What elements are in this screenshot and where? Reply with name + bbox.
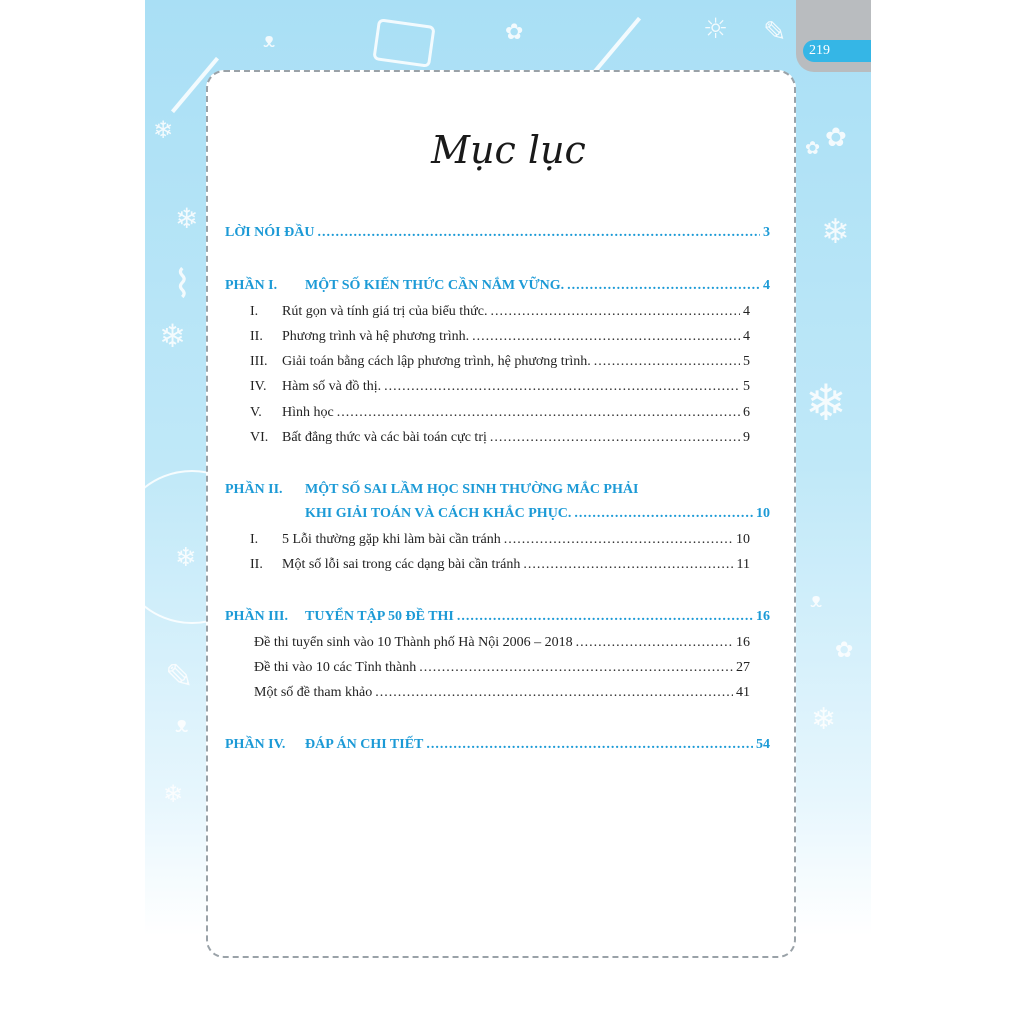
toc-leader [457, 609, 753, 625]
toc-label: TUYỂN TẬP 50 ĐỀ THI [305, 609, 454, 624]
toc-page: 16 [736, 635, 750, 650]
toc-label: ĐÁP ÁN CHI TIẾT [305, 737, 424, 752]
toc-subentry[interactable] [250, 304, 750, 320]
butterfly-icon: ᴥ [810, 588, 823, 612]
toc-subentry[interactable] [250, 405, 750, 421]
snowflake-icon: ❄ [811, 702, 837, 737]
toc-leader [594, 354, 740, 370]
toc-page: 9 [743, 430, 750, 445]
lightbulb-icon: ☼ [703, 12, 729, 45]
toc-leader [375, 685, 733, 701]
toc-label: Rút gọn và tính giá trị của biểu thức. [282, 304, 488, 319]
toc-leader [504, 532, 733, 548]
snowflake-icon: ❄ [159, 317, 186, 355]
leaf-icon: ✿ [835, 638, 854, 663]
toc-leader [472, 329, 740, 345]
toc-num: II. [250, 329, 263, 344]
toc-subentry[interactable] [254, 685, 750, 701]
pencil-icon: ✎ [165, 657, 194, 697]
leaf-icon: ✿ [825, 123, 847, 153]
toc-page: 4 [743, 329, 750, 344]
toc-leader [523, 557, 733, 573]
butterfly-icon: ᴥ [175, 713, 189, 738]
briefcase-icon [372, 18, 435, 68]
toc-subentry[interactable] [250, 354, 750, 370]
snowflake-icon: ❄ [163, 780, 184, 808]
toc-leader [419, 660, 733, 676]
toc-page: 10 [736, 532, 750, 547]
toc-num: VI. [250, 430, 269, 445]
toc-label: Đề thi vào 10 các Tỉnh thành [254, 660, 417, 675]
snowflake-icon: ❄ [175, 202, 199, 235]
toc-page: 4 [763, 278, 770, 293]
snowflake-icon: ❄ [175, 543, 197, 573]
toc-leader [384, 379, 740, 395]
toc-page: 10 [756, 506, 770, 521]
snowflake-icon: ❄ [805, 374, 847, 432]
toc-entry-part1[interactable] [225, 278, 770, 294]
toc-page: 16 [756, 609, 770, 624]
toc-entry-part2-line2[interactable] [305, 506, 770, 522]
toc-label: Hàm số và đồ thị. [282, 379, 382, 394]
toc-label: MỘT SỐ KIẾN THỨC CẦN NẮM VỮNG. [305, 278, 565, 293]
toc-leader [567, 278, 760, 294]
compass-icon [593, 17, 641, 73]
toc-part-code: PHẦN III. [225, 609, 289, 624]
pencil-icon: ✎ [763, 15, 787, 48]
toc-entry-part3[interactable] [225, 609, 770, 625]
toc-page: 4 [743, 304, 750, 319]
snowflake-icon: ❄ [153, 116, 174, 144]
toc-page: 41 [736, 685, 750, 700]
toc-entry-part4[interactable] [225, 737, 770, 753]
toc-label: MỘT SỐ SAI LẦM HỌC SINH THƯỜNG MẮC PHẢI [305, 482, 639, 497]
toc-subentry[interactable] [254, 635, 750, 651]
toc-subentry[interactable] [254, 660, 750, 676]
toc-page: 6 [743, 405, 750, 420]
toc-label: Đề thi tuyển sinh vào 10 Thành phố Hà Nội 2006 – 2018 [254, 635, 573, 650]
toc-label: LỜI NÓI ĐẦU [225, 225, 315, 240]
toc-leader [426, 737, 753, 753]
toc-page: 3 [763, 225, 770, 240]
toc-subentry[interactable] [250, 430, 750, 446]
toc-num: II. [250, 557, 263, 572]
toc-label: 5 Lỗi thường gặp khi làm bài cần tránh [282, 532, 501, 547]
toc-leader [337, 405, 740, 421]
paperclip-icon: ⌇ [173, 262, 192, 306]
toc-subentry[interactable] [250, 329, 750, 345]
leaf-icon: ✿ [505, 20, 524, 45]
toc-num: I. [250, 532, 259, 547]
page-number-bar [803, 40, 871, 62]
butterfly-icon: ᴥ [263, 28, 276, 52]
toc-num: III. [250, 354, 268, 369]
toc-subentry[interactable] [250, 532, 750, 548]
page-title: Mục lục [431, 128, 586, 172]
toc-leader [490, 430, 740, 446]
toc-page: 11 [736, 557, 750, 572]
toc-subentry[interactable] [250, 379, 750, 395]
toc-num: I. [250, 304, 259, 319]
toc-num: V. [250, 405, 262, 420]
toc-page: 5 [743, 354, 750, 369]
toc-leader [491, 304, 741, 320]
page-number: 219 [809, 43, 830, 58]
toc-leader [576, 635, 733, 651]
toc-part-code: PHẦN I. [225, 278, 278, 293]
toc-page: 5 [743, 379, 750, 394]
toc-part-code: PHẦN II. [225, 482, 283, 497]
toc-num: IV. [250, 379, 267, 394]
toc-label: Bất đẳng thức và các bài toán cực trị [282, 430, 487, 445]
toc-entry-part2-line1[interactable] [225, 482, 770, 498]
toc-entry-preface[interactable] [225, 225, 770, 241]
toc-page: 27 [736, 660, 750, 675]
toc-page: 54 [756, 737, 770, 752]
toc-label: Hình học [282, 405, 334, 420]
toc-label: Một số lỗi sai trong các dạng bài cần tránh [282, 557, 521, 572]
toc-label: KHI GIẢI TOÁN VÀ CÁCH KHẮC PHỤC. [305, 506, 572, 521]
toc-leader [317, 225, 760, 241]
toc-label: Một số đề tham khảo [254, 685, 373, 700]
toc-label: Giải toán bằng cách lập phương trình, hệ phương trình. [282, 354, 591, 369]
toc-label: Phương trình và hệ phương trình. [282, 329, 470, 344]
toc-part-code: PHẦN IV. [225, 737, 286, 752]
snowflake-icon: ❄ [821, 212, 850, 252]
toc-subentry[interactable] [250, 557, 750, 573]
toc-leader [574, 506, 753, 522]
leaf-icon: ✿ [805, 138, 821, 159]
